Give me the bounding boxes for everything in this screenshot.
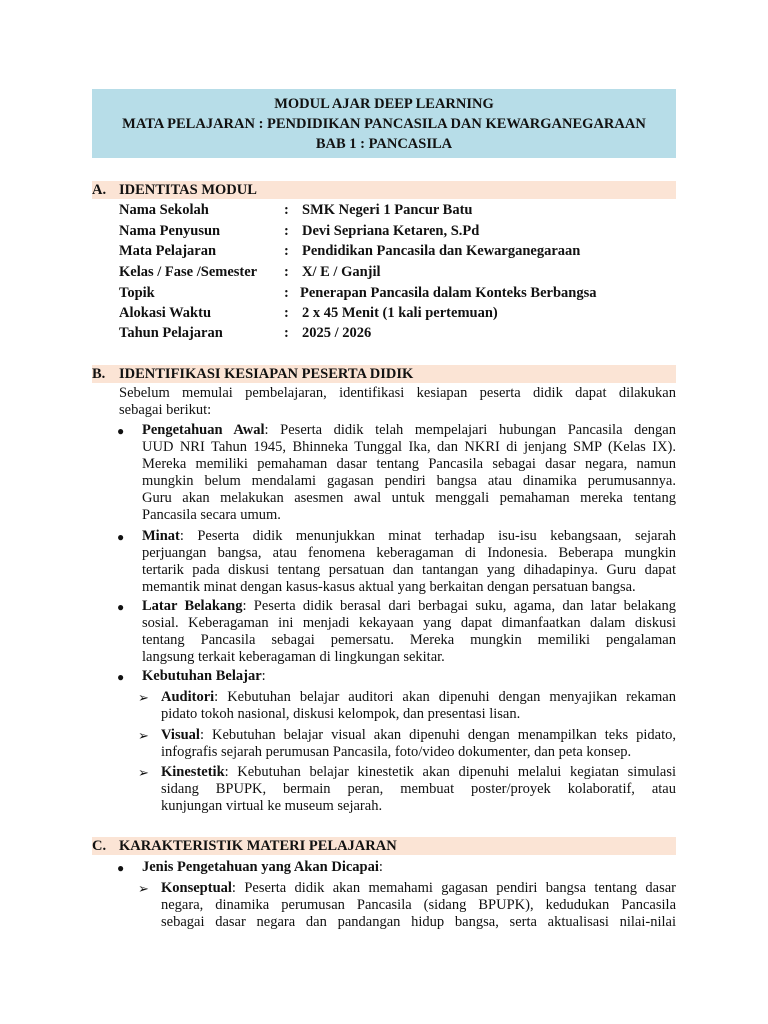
section-a-title: IDENTITAS MODUL [119, 182, 257, 198]
section-c-letter: C. [92, 838, 107, 854]
item-text: UUD NRI Tahun 1945, Bhinneka Tunggal Ika, dan NKRI di jenjang SMP (Kelas IX). [142, 439, 676, 455]
item-text: negara, dinamika perumusan Pancasila (sidang BPUPK), kedudukan Pancasila [161, 897, 676, 913]
list-item-pengetahuan-awal [142, 422, 676, 524]
item-term: Latar Belakang [142, 598, 243, 614]
item-text: : [378, 859, 383, 875]
bullet-icon: ● [117, 424, 125, 438]
identity-separator: : [284, 325, 289, 341]
item-text: infografis sejarah perumusan Pancasila, foto/video dokumenter, dan peta konsep. [161, 744, 632, 760]
item-term: Konseptual [161, 880, 232, 896]
list-item-kebutuhan-belajar [142, 668, 676, 685]
intro-line: Sebelum memulai pembelajaran, identifikasi kesiapan peserta didik dapat dilakukan [119, 385, 676, 401]
identity-value: Devi Sepriana Ketaren, S.Pd [302, 223, 480, 239]
module-title-box [92, 89, 676, 158]
item-text: : Kebutuhan belajar visual akan dipenuhi dengan menampilkan teks pidato, [199, 727, 676, 743]
identity-value: 2025 / 2026 [302, 325, 372, 341]
identity-separator: : [284, 223, 289, 239]
sub-item-kinestetik [161, 764, 676, 815]
item-term: Kinestetik [161, 764, 225, 780]
bullet-icon: ● [117, 600, 125, 614]
item-text: : Peserta didik menunjukkan minat terhadap isu-isu kebangsaan, sejarah [179, 528, 676, 544]
item-text: tentang Pancasila sebagai pemersatu. Mereka mungkin memiliki pengalaman [142, 632, 676, 648]
arrow-bullet-icon: ➢ [138, 765, 149, 780]
identity-separator: : [284, 202, 289, 218]
item-text: Mereka memiliki pemahaman dasar tentang Pancasila sebagai dasar negara, namun [142, 456, 676, 472]
identity-separator: : [284, 305, 289, 321]
identity-separator: : [284, 243, 289, 259]
sub-item-konseptual [161, 880, 676, 931]
arrow-bullet-icon: ➢ [138, 728, 149, 743]
identity-value: X/ E / Ganjil [302, 264, 381, 280]
section-b-letter: B. [92, 366, 106, 382]
identity-value: SMK Negeri 1 Pancur Batu [302, 202, 473, 218]
identity-value: 2 x 45 Menit (1 kali pertemuan) [302, 305, 498, 321]
identity-separator: : [284, 285, 289, 301]
module-title: MODUL AJAR DEEP LEARNING [274, 96, 494, 112]
item-text: memantik minat dengan kasus-kasus aktual yang berkaitan dengan persatuan bangsa. [142, 579, 636, 595]
section-c-title: KARAKTERISTIK MATERI PELAJARAN [119, 838, 397, 854]
item-text: tertarik pada diskusi tentang persatuan dan tantangan yang dihadapinya. Guru dapat [142, 562, 676, 578]
section-b-intro [119, 385, 676, 419]
subject-title: MATA PELAJARAN : PENDIDIKAN PANCASILA DAN KEWARGANEGARAAN [122, 116, 646, 132]
identity-label: Alokasi Waktu [119, 305, 212, 321]
item-text: : Peserta didik akan memahami gagasan pendiri bangsa tentang dasar [231, 880, 676, 896]
identity-separator: : [284, 264, 289, 280]
item-term: Minat [142, 528, 180, 544]
list-item-latar-belakang [142, 598, 676, 666]
chapter-title: BAB 1 : PANCASILA [315, 136, 453, 152]
identity-label: Nama Sekolah [119, 202, 209, 218]
item-text: : [261, 668, 266, 684]
identity-label: Topik [119, 285, 155, 301]
identity-label: Mata Pelajaran [119, 243, 217, 259]
section-a-letter: A. [92, 182, 107, 198]
item-text: : Peserta didik telah mempelajari hubungan Pancasila dengan [264, 422, 676, 438]
item-term: Jenis Pengetahuan yang Akan Dicapai [142, 859, 379, 875]
identity-value: Pendidikan Pancasila dan Kewarganegaraan [302, 243, 581, 259]
bullet-icon: ● [117, 670, 125, 684]
sub-item-visual [161, 727, 676, 761]
identity-label: Kelas / Fase /Semester [119, 264, 258, 280]
item-text: sebagai dasar negara dan pandangan hidup bangsa, serta aktualisasi nilai-nilai [161, 914, 676, 930]
bullet-icon: ● [117, 861, 125, 875]
item-text: kunjungan virtual ke museum sejarah. [161, 798, 383, 814]
identity-label: Nama Penyusun [119, 223, 221, 239]
item-text: : Peserta didik berasal dari berbagai suku, agama, dan latar belakang [242, 598, 676, 614]
sub-item-auditori [161, 689, 676, 723]
item-text: Guru akan melakukan asesmen awal untuk menggali pemahaman mereka tentang [142, 490, 676, 506]
list-item-jenis-pengetahuan [142, 859, 676, 876]
item-text: sosial. Keberagaman ini menjadi kekayaan yang dapat dimanfaatkan dalam diskusi [142, 615, 676, 631]
intro-line: sebagai berikut: [119, 402, 212, 418]
item-term: Kebutuhan Belajar [142, 668, 262, 684]
item-text: Pancasila secara umum. [142, 507, 281, 523]
item-text: : Kebutuhan belajar auditori akan dipenuhi dengan menyajikan rekaman [214, 689, 676, 705]
item-text: : Kebutuhan belajar kinestetik akan dipenuhi melalui kegiatan simulasi [224, 764, 676, 780]
item-text: mungkin belum mendalami gagasan pendiri bangsa atau dinamika perumusannya. [142, 473, 676, 489]
item-text: sidang BPUPK, bermain peran, membuat poster/proyek kolaboratif, atau [161, 781, 676, 797]
arrow-bullet-icon: ➢ [138, 881, 149, 896]
list-item-minat [142, 528, 676, 596]
arrow-bullet-icon: ➢ [138, 690, 149, 705]
bullet-icon: ● [117, 530, 125, 544]
item-text: langsung terkait keberagaman di lingkungan sekitar. [142, 649, 445, 665]
item-text: pidato tokoh nasional, diskusi kelompok, dan presentasi lisan. [161, 706, 521, 722]
item-text: perjuangan bangsa, atau fenomena keberagaman di Indonesia. Beberapa mungkin [142, 545, 676, 561]
section-b-title: IDENTIFIKASI KESIAPAN PESERTA DIDIK [119, 366, 414, 382]
item-term: Pengetahuan Awal [142, 422, 265, 438]
item-term: Auditori [161, 689, 215, 705]
item-term: Visual [161, 727, 200, 743]
identity-value: Penerapan Pancasila dalam Konteks Berbangsa [300, 285, 597, 301]
identity-label: Tahun Pelajaran [119, 325, 223, 341]
